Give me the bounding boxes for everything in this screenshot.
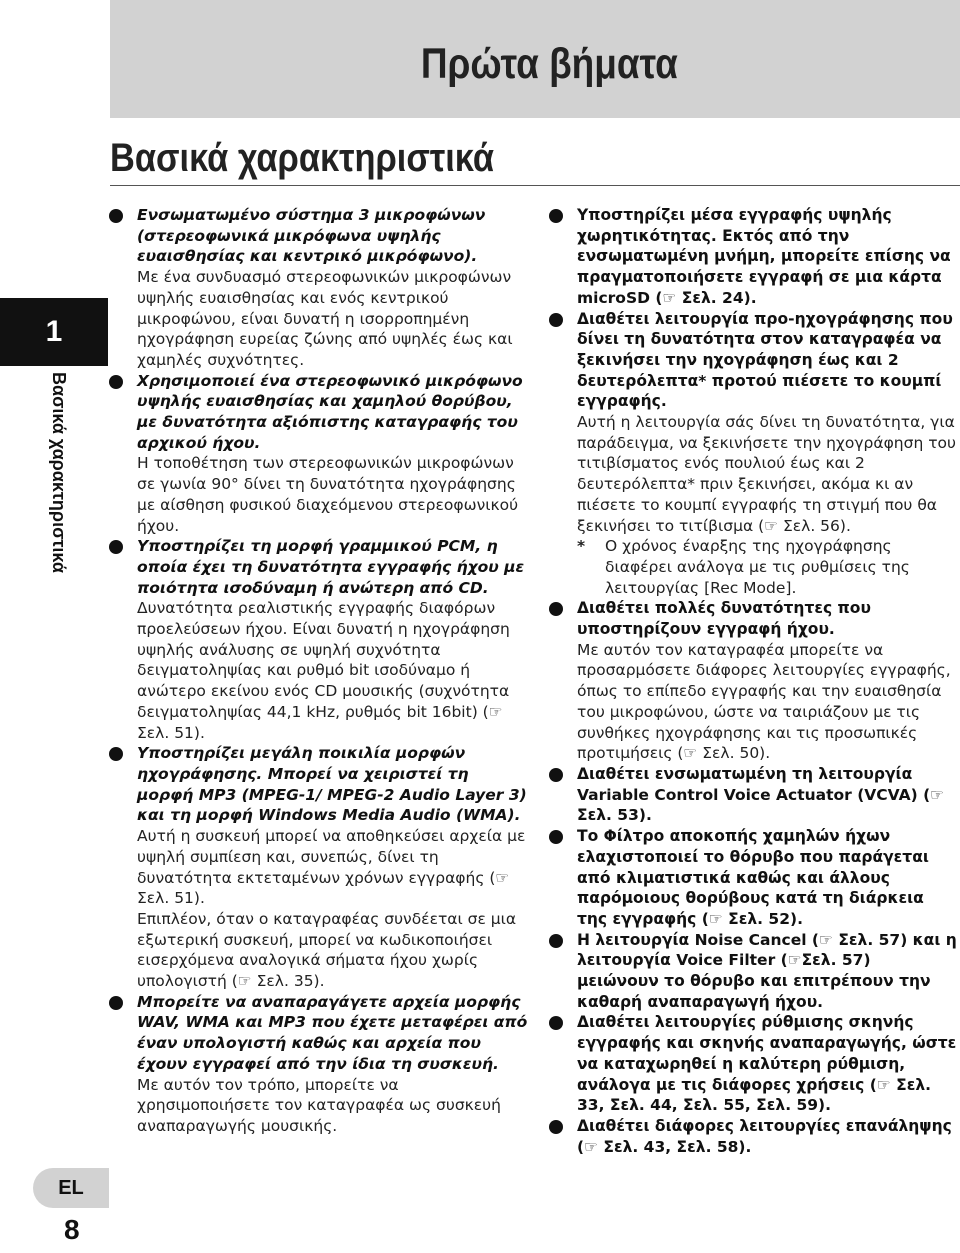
feature-body: Με αυτόν τον καταγραφέα μπορείτε να προσαρμόσετε διάφορες λειτουργίες εγγραφής, όπως το επίπεδο εγγραφής και την ευαισθησία του μικροφώνου, ώστε να ταιριάζουν με τις συνθήκες ηχογράφησης και τις προσωπικές προτιμήσεις (☞ Σελ. 50). bbox=[577, 640, 951, 763]
section-divider bbox=[110, 185, 960, 186]
chapter-vertical-label: Βασικά χαρακτηριστικά bbox=[49, 372, 69, 573]
footnote bbox=[577, 536, 957, 598]
footnote-text: Ο χρόνος έναρξης της ηχογράφησης διαφέρει ανάλογα με τις ρυθμίσεις της λειτουργίας [Rec Mode]. bbox=[605, 537, 910, 597]
feature-item bbox=[109, 205, 529, 371]
bullet-icon bbox=[549, 1016, 563, 1030]
feature-body-extra: Επιπλέον, όταν ο καταγραφέας συνδέεται σε μια εξωτερική συσκευή, μπορεί να κωδικοποιήσει εισερχόμενα αναλογικά σήματα ήχου χωρίς υπολογιστή (☞ Σελ. 35). bbox=[137, 909, 517, 991]
chapter-title: Πρώτα βήματα bbox=[420, 40, 678, 88]
feature-body: Δυνατότητα ρεαλιστικής εγγραφής διαφόρων προελεύσεων ήχου. Είναι δυνατή η ηχογράφηση υψηλής ανάλυσης σε υψηλή συχνότητα δειγματοληψίας και ρυθμό bit ισοδύναμο ή ανώτερο εκείνου ενός CD μουσικής (συχνότητα δειγματοληψίας 44,1 kHz, ρυθμός bit 16bit) (☞ Σελ. 51). bbox=[137, 599, 510, 742]
feature-item bbox=[549, 205, 957, 309]
feature-title: Το Φίλτρο αποκοπής χαμηλών ήχων ελαχιστοποιεί το θόρυβο που παράγεται από κλιματιστικά καθώς και άλλους παρόμοιους θορύβους κατά τη διάρκεια της εγγραφής (☞ Σελ. 52). bbox=[577, 827, 929, 928]
feature-item bbox=[549, 598, 957, 764]
feature-item bbox=[109, 536, 529, 743]
feature-item bbox=[549, 1116, 957, 1157]
bullet-icon bbox=[549, 830, 563, 844]
feature-title: Υποστηρίζει μέσα εγγραφής υψηλής χωρητικότητας. Εκτός από την ενσωματωμένη μνήμη, μπορείτε επίσης να πραγματοποιήσετε εγγραφή σε μια κάρτα microSD (☞ Σελ. 24). bbox=[577, 206, 951, 307]
footnote-mark: * bbox=[577, 537, 586, 556]
feature-title: Διαθέτει πολλές δυνατότητες που υποστηρίζουν εγγραφή ήχου. bbox=[577, 599, 871, 639]
feature-body: Αυτή η συσκευή μπορεί να αποθηκεύσει αρχεία με υψηλή συμπίεση και, συνεπώς, δίνει τη δυνατότητα εκτεταμένων χρόνων εγγραφής (☞ Σελ. 51). bbox=[137, 827, 526, 908]
feature-title: Διαθέτει ενσωματωμένη τη λειτουργία Variable Control Voice Actuator (VCVA) (☞ Σελ. 53). bbox=[577, 764, 945, 825]
bullet-icon bbox=[549, 313, 563, 327]
bullet-icon bbox=[109, 540, 123, 554]
section-title: Βασικά χαρακτηριστικά bbox=[110, 136, 494, 180]
language-badge bbox=[33, 1168, 109, 1208]
feature-item bbox=[549, 764, 957, 826]
right-column bbox=[549, 205, 957, 1157]
feature-item bbox=[109, 992, 529, 1137]
bullet-icon bbox=[109, 209, 123, 223]
feature-item bbox=[549, 930, 957, 1013]
bullet-icon bbox=[109, 996, 123, 1010]
bullet-icon bbox=[549, 602, 563, 616]
feature-item bbox=[109, 743, 529, 991]
feature-title: Υποστηρίζει μεγάλη ποικιλία μορφών ηχογράφησης. Μπορεί να χειριστεί τη μορφή MP3 (MPEG-1/ MPEG-2 Audio Layer 3) και τη μορφή Windows Media Audio (WMA). bbox=[137, 744, 527, 825]
feature-title: Διαθέτει διάφορες λειτουργίες επανάληψης (☞ Σελ. 43, Σελ. 58). bbox=[577, 1116, 952, 1156]
feature-body: Με ένα συνδυασμό στερεοφωνικών μικροφώνων υψηλής ευαισθησίας και ενός κεντρικού μικροφώνου, είναι δυνατή η ισορροπημένη ηχογράφηση ευρείας ζώνης από υψηλές έως και χαμηλές συχνότητες. bbox=[137, 268, 513, 369]
chapter-tab bbox=[0, 298, 108, 366]
feature-title: Διαθέτει λειτουργίες ρύθμισης σκηνής εγγραφής και σκηνής αναπαραγωγής, ώστε να καταχωρηθεί η καλύτερη ρύθμιση, ανάλογα με τις διάφορες χρήσεις (☞ Σελ. 33, Σελ. 44, Σελ. 55, Σελ. 59). bbox=[577, 1013, 957, 1115]
chapter-number: 1 bbox=[45, 315, 63, 348]
bullet-icon bbox=[549, 768, 563, 782]
bullet-icon bbox=[109, 747, 123, 761]
feature-body: Αυτή η λειτουργία σάς δίνει τη δυνατότητα, για παράδειγμα, να ξεκινήσετε την ηχογράφηση του τιτιβίσματος ενός πουλιού έως και 2 δευτερόλεπτα* πριν ξεκινήσει, ακόμα κι αν πιέσετε το κουμπί εγγραφής τη στιγμή που θα ξεκινήσει το τιτίβισμα (☞ Σελ. 56). bbox=[577, 413, 956, 535]
feature-title: Μπορείτε να αναπαραγάγετε αρχεία μορφής WAV, WMA και MP3 που έχετε μεταφέρει από έναν υπολογιστή καθώς και αρχεία που έχουν εγγραφεί από την ίδια τη συσκευή. bbox=[137, 992, 528, 1073]
feature-title: Η λειτουργία Noise Cancel (☞ Σελ. 57) και η λειτουργία Voice Filter (☞Σελ. 57) μειώνουν το θόρυβο και επιτρέπουν την καθαρή αναπαραγωγή ήχου. bbox=[577, 930, 957, 1011]
feature-item bbox=[549, 1012, 957, 1116]
bullet-icon bbox=[549, 209, 563, 223]
bullet-icon bbox=[109, 375, 123, 389]
feature-body: Η τοποθέτηση των στερεοφωνικών μικροφώνων σε γωνία 90° δίνει τη δυνατότητα ηχογράφησης με αίσθηση φυσικού διαχεόμενου στερεοφωνικού ήχου. bbox=[137, 454, 519, 535]
feature-title: Διαθέτει λειτουργία προ-ηχογράφησης που δίνει τη δυνατότητα στον καταγραφέα να ξεκινήσει την ηχογράφηση έως και 2 δευτερόλεπτα* προτού πιέσετε το κουμπί εγγραφής. bbox=[577, 309, 953, 411]
feature-title: Υποστηρίζει τη μορφή γραμμικού PCM, η οποία έχει τη δυνατότητα εγγραφής ήχου με ποιότητα ισοδύναμη ή ανώτερη από CD. bbox=[137, 537, 525, 597]
language-code: EL bbox=[58, 1176, 84, 1199]
feature-item bbox=[549, 826, 957, 930]
bullet-icon bbox=[549, 1120, 563, 1134]
bullet-icon bbox=[549, 934, 563, 948]
page-number: 8 bbox=[64, 1214, 80, 1245]
feature-title: Ενσωματωμένο σύστημα 3 μικροφώνων (στερεοφωνικά μικρόφωνα υψηλής ευαισθησίας και κεντρικό μικρόφωνο). bbox=[137, 206, 486, 266]
feature-item bbox=[109, 371, 529, 537]
feature-title: Χρησιμοποιεί ένα στερεοφωνικό μικρόφωνο υψηλής ευαισθησίας και χαμηλού θορύβου, με δυνατότητα αξιόπιστης καταγραφής του αρχικού ήχου. bbox=[137, 371, 523, 452]
left-column bbox=[109, 205, 529, 1137]
feature-body: Με αυτόν τον τρόπο, μπορείτε να χρησιμοποιήσετε τον καταγραφέα ως συσκευή αναπαραγωγής μουσικής. bbox=[137, 1075, 501, 1135]
feature-item bbox=[549, 309, 957, 599]
